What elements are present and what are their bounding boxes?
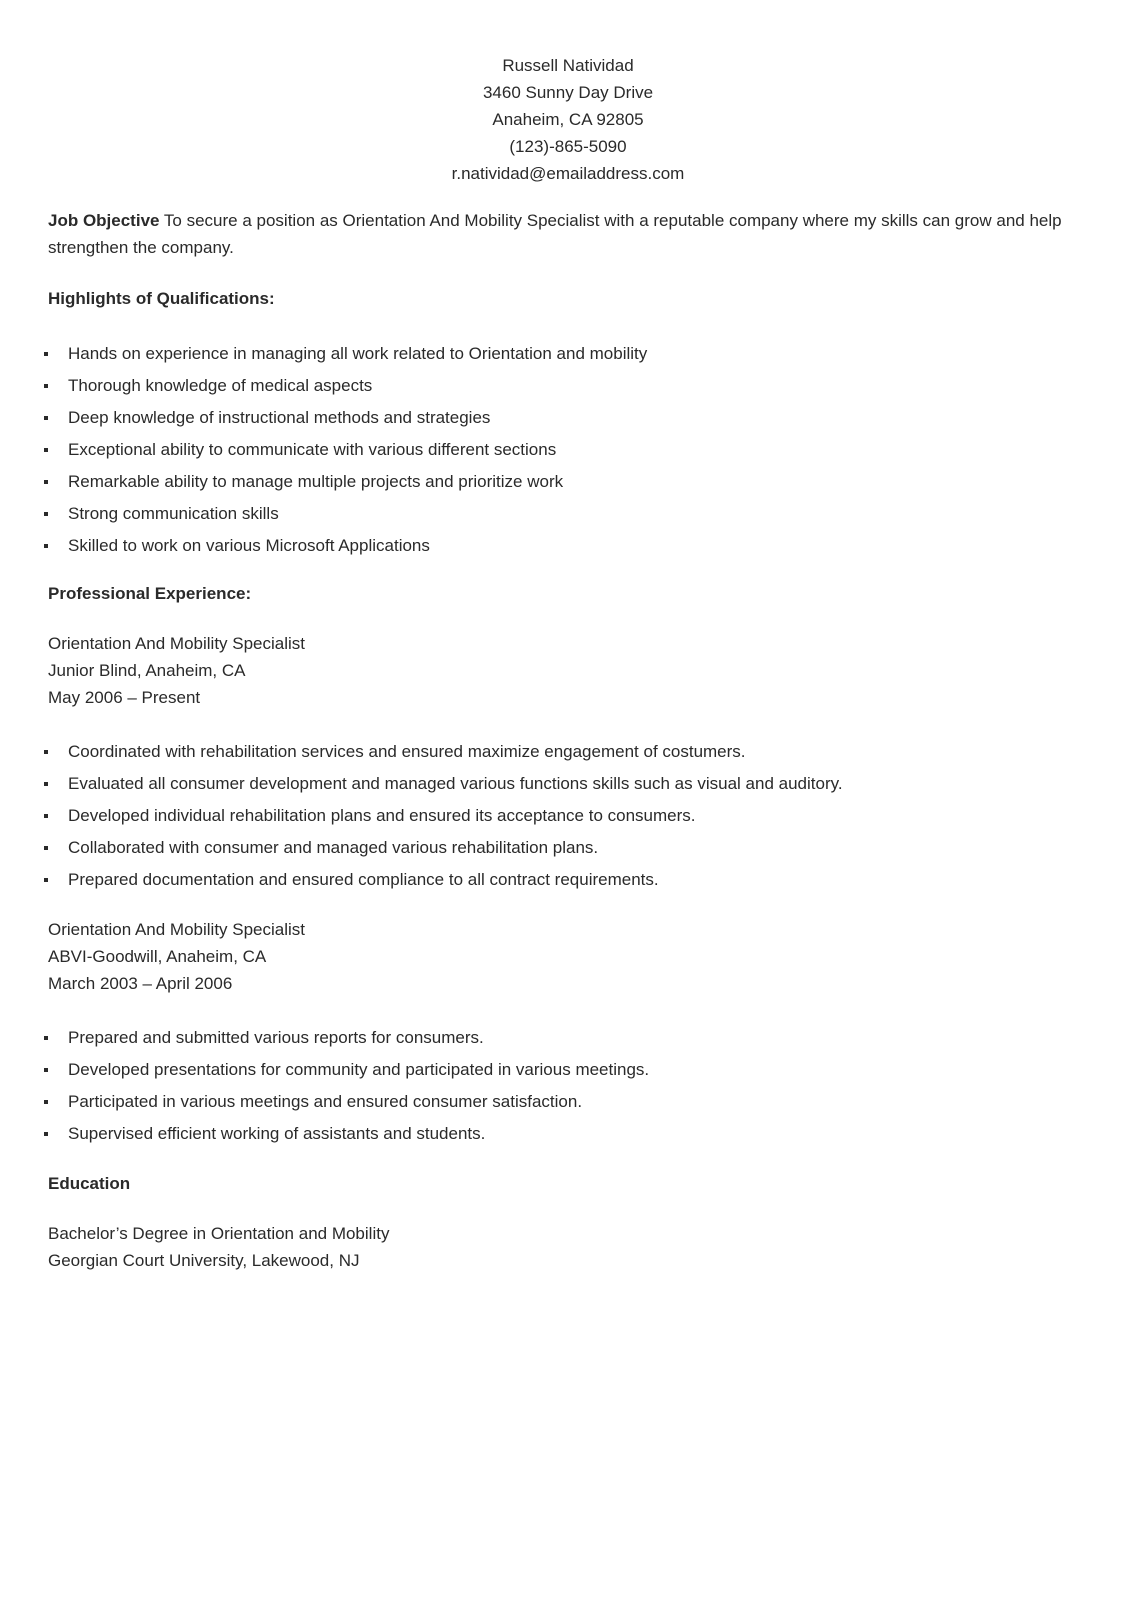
job-2-header bbox=[48, 916, 1078, 997]
job-title: Orientation And Mobility Specialist bbox=[48, 920, 306, 939]
list-item: Skilled to work on various Microsoft Applications bbox=[48, 530, 1078, 562]
list-item: Collaborated with consumer and managed various rehabilitation plans. bbox=[48, 832, 1078, 864]
highlights-list bbox=[48, 338, 1078, 562]
job-objective bbox=[48, 207, 1078, 261]
list-item: Hands on experience in managing all work related to Orientation and mobility bbox=[48, 338, 1078, 370]
objective-label: Job Objective bbox=[48, 211, 160, 230]
list-item: Developed individual rehabilitation plans and ensured its acceptance to consumers. bbox=[48, 800, 1078, 832]
list-item: Supervised efficient working of assistants and students. bbox=[48, 1118, 1078, 1150]
contact-name: Russell Natividad bbox=[502, 56, 634, 75]
list-item: Deep knowledge of instructional methods and strategies bbox=[48, 402, 1078, 434]
list-item: Evaluated all consumer development and managed various functions skills such as visual and auditory. bbox=[48, 768, 1078, 800]
contact-email: r.natividad@emailaddress.com bbox=[451, 164, 685, 183]
education-degree: Bachelor’s Degree in Orientation and Mobility bbox=[48, 1224, 390, 1243]
contact-street: 3460 Sunny Day Drive bbox=[482, 83, 654, 102]
job-2-duties bbox=[48, 1022, 1078, 1150]
job-employer: ABVI-Goodwill, Anaheim, CA bbox=[48, 947, 267, 966]
list-item: Coordinated with rehabilitation services and ensured maximize engagement of costumers. bbox=[48, 736, 1078, 768]
list-item: Exceptional ability to communicate with various different sections bbox=[48, 434, 1078, 466]
job-1-header bbox=[48, 630, 1078, 711]
list-item: Remarkable ability to manage multiple projects and prioritize work bbox=[48, 466, 1078, 498]
contact-city: Anaheim, CA 92805 bbox=[492, 110, 644, 129]
education-details bbox=[48, 1220, 1078, 1274]
experience-heading: Professional Experience: bbox=[48, 584, 252, 603]
contact-block bbox=[48, 52, 1088, 187]
education-school: Georgian Court University, Lakewood, NJ bbox=[48, 1251, 360, 1270]
job-employer: Junior Blind, Anaheim, CA bbox=[48, 661, 246, 680]
list-item: Prepared and submitted various reports for consumers. bbox=[48, 1022, 1078, 1054]
objective-text: To secure a position as Orientation And Mobility Specialist with a reputable company where my skills can grow and help strengthen the company. bbox=[48, 211, 1062, 257]
job-dates: May 2006 – Present bbox=[48, 688, 201, 707]
list-item: Developed presentations for community and participated in various meetings. bbox=[48, 1054, 1078, 1086]
list-item: Thorough knowledge of medical aspects bbox=[48, 370, 1078, 402]
list-item: Strong communication skills bbox=[48, 498, 1078, 530]
job-dates: March 2003 – April 2006 bbox=[48, 974, 233, 993]
job-title: Orientation And Mobility Specialist bbox=[48, 634, 306, 653]
contact-phone: (123)-865-5090 bbox=[509, 137, 627, 156]
job-1-duties bbox=[48, 736, 1078, 896]
list-item: Participated in various meetings and ensured consumer satisfaction. bbox=[48, 1086, 1078, 1118]
list-item: Prepared documentation and ensured compliance to all contract requirements. bbox=[48, 864, 1078, 896]
highlights-heading: Highlights of Qualifications: bbox=[48, 289, 275, 308]
education-heading: Education bbox=[48, 1174, 131, 1193]
